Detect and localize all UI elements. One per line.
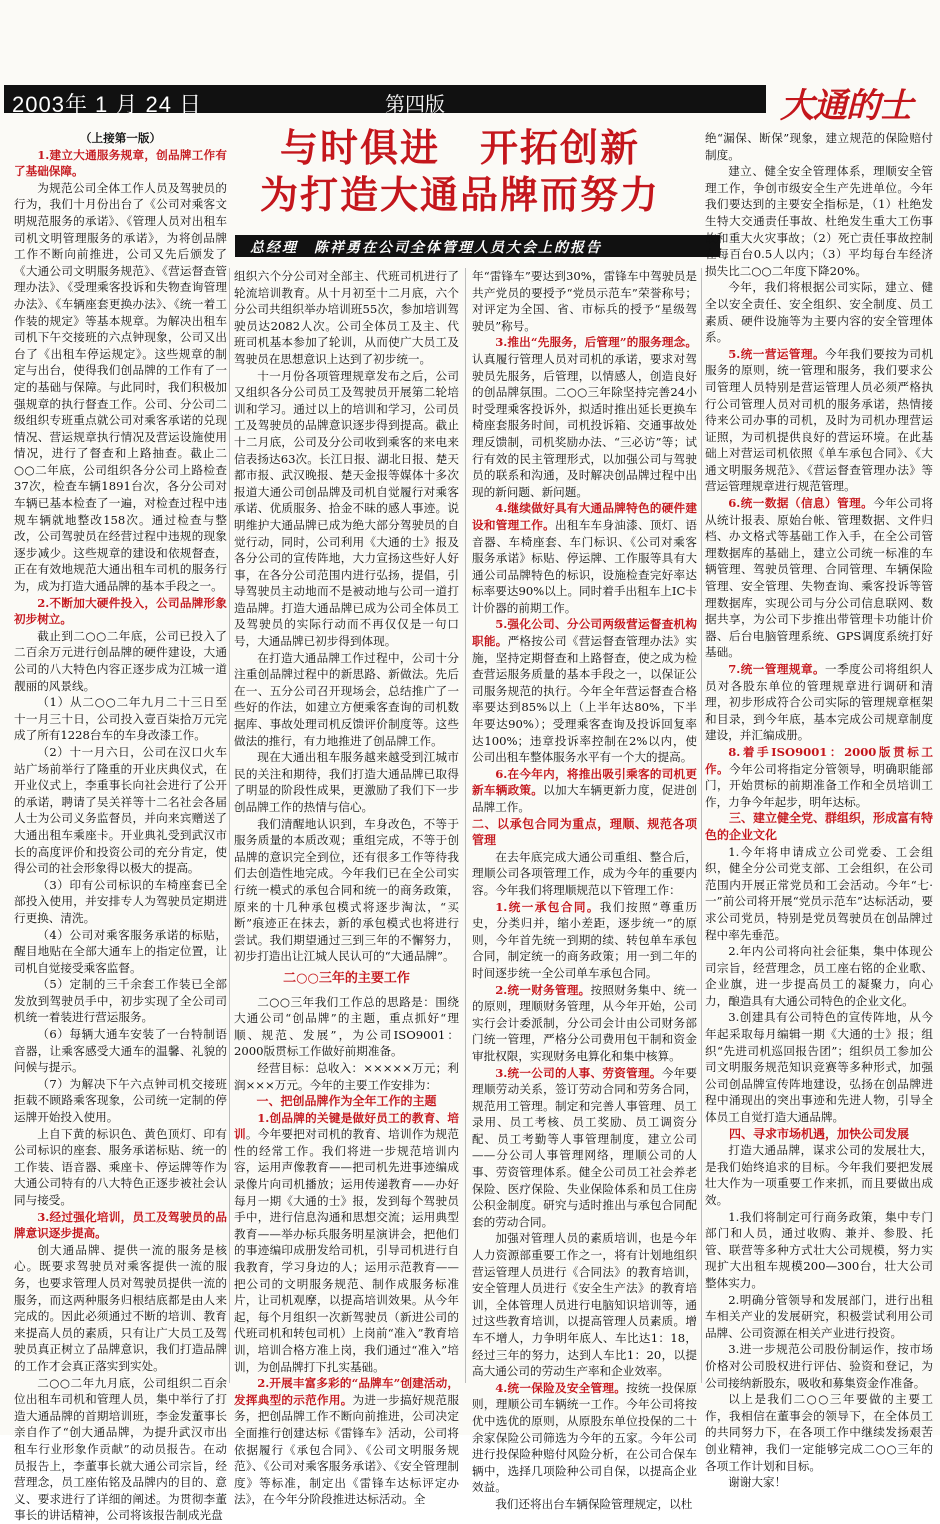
paragraph: 2.明确分管领导和发展部门，进行出租车相关产业的发展研究，积极尝试利用公司品牌、公司资源在相关产业进行投资。 [705, 1292, 933, 1340]
subsection-heading: 6.统一数据（信息）管理。 [728, 496, 874, 511]
subsection-heading: 6.在今年内，将推出吸引乘客的司机更新车辆政策。 [472, 766, 697, 798]
continuation-note: （上接第一版） [79, 131, 162, 145]
article-column-3 [472, 268, 697, 1511]
section-title: 二○○三年的主要工作 [283, 970, 410, 986]
paragraph: 组织六个分公司对全部主、代班司机进行了轮流培训教育。从十月初至十二月底，六个分公司共组织举办培训班55次，参加培训驾驶员达2082人次。公司全体员工及主、代班司机基本参加了轮训，从而使广大员工及驾驶员在思想意识上达到了初步统一。 [234, 269, 459, 366]
paragraph: 3.创建具有公司特色的宣传阵地，从今年起采取每月编辑一期《大通的士》报；组织“先进司机巡回报告团”；组织员工参加公司文明服务规范知识竞赛等多种形式，加强公司创品牌宣传阵地建设，弘扬在创品牌进程中涌现出的突出事迹和先进人物，引导全体员工自觉打造大通品牌。 [705, 1010, 933, 1125]
paragraph: 今年公司将指定分管领导，明确职能部门，开始贯标的前期准备工作和全员培训工作，力争今年起步，明年达标。 [705, 761, 933, 809]
masthead-logo: 大通的士 [780, 86, 912, 126]
paragraph: 2.年内公司将向社会征集，集中体现公司宗旨，经营理念，员工座右铭的企业歌、企业旗，进一步提高员工的凝聚力，向心力，酿造具有大通公司特色的企业文化。 [705, 944, 933, 1008]
article-column-1 [14, 130, 227, 1523]
article-column-4 [705, 130, 934, 1490]
paragraph: 为规范公司全体工作人员及驾驶员的行为，我们十月份出台了《公司对乘客文明规范服务的承诺》、《管理人员对出租车司机文明管理服务的承诺》，为将创品牌工作不断向前推进，公司又先后颁发了《大通公司文明服务规范》、《营运督查管理办法》、《受理乘客投诉和失物查询管理办法》、《车辆座套更换办法》、《统一着工作装的规定》等基本规章。为解决出租车司机下午交接班的六点钟现象，公司又出台了《出租车停运规定》。这些规章的制定与出台，使得我们创品牌的工作有了一定的基础与保障。与此同时，我们积极加强规章的执行督查工作。公司、分公司二级组织专班重点就公司对乘客承诺的兑现情况、营运规章执行情况及营运设施使用情况，进行了督查和上路抽查。截止二○○二年底，公司组织各分公司上路检查37次，检查车辆1891台次，各分公司对车辆已基本检查了一遍，对检查过程中违规车辆就地整改158次。通过检查与整改，公司驾驶员在经营过程中违规的现象逐步减少。这些规章的建设和依规督查，正在有效地规范大通出租车司机的服务行为，成为打造大通品牌的基本手段之一。 [14, 180, 227, 594]
paragraph: 年“雷锋车”要达到30%，雷锋车中驾驶员是共产党员的要授予“党员示范车”荣誉称号；对评定为全国、省、市标兵的授予“星级驾驶员”称号。 [472, 269, 697, 333]
subsection-heading: 4.统一保险及安全管理。 [495, 1380, 627, 1395]
column-divider [701, 268, 702, 1383]
issue-date: 2003年 1 月 24 日 [12, 92, 203, 117]
subsection-heading: 7.统一管理规章。 [728, 662, 826, 676]
paragraph: （5）定制的三千余套工作装已全部发放到驾驶员手中，初步实现了全公司司机统一着装进行营运服务。 [14, 977, 227, 1025]
paragraph: 我们按照“尊重历史，分类归并，缩小差距，逐步统一”的原则，今年首先统一到期的续、转包单车承包合同，制定统一的商务政策；用一到二年的时间逐步统一全公司单车承包合同。 [472, 899, 697, 980]
paragraph: 3.进一步规范公司股份制运作，按市场价格对公司股权进行评估、验资和登记，为公司接纳新股东，吸收和募集资金作准备。 [705, 1342, 933, 1390]
subsection-heading: 2.统一财务管理。 [495, 982, 591, 997]
paragraph: （6）每辆大通车安装了一台特制语音器，让乘客感受大通车的温馨、礼貌的问候与提示。 [14, 1027, 227, 1075]
paragraph: 二○○三年我们工作总的思路是：围绕大通公司“创品牌”的主题，重点抓好“理顺、规范、发展”，为公司ISO9001：2000版贯标工作做好前期准备。 [234, 994, 459, 1059]
section-heading: 一、把创品牌作为全年工作的主题 [256, 1094, 437, 1109]
headline [230, 125, 690, 219]
subsection-heading: 1.统一承包合同。 [495, 899, 600, 914]
paragraph: 按统一投保原则，理顺公司车辆统一工作。今年公司将按优中选优的原则，从原股东单位投保的二十余家保险公司筛选为今年的五家。今年公司进行投保险种赔付风险分析，在公司合保车辆中，选择几项险种公司自保，以提高企业效益。 [472, 1380, 697, 1495]
paragraph: 。今年要把对司机的教育、培训作为规范性的经常工作。我们将进一步规范培训内容，运用声像教育——把司机先进事迹编成录像片向司机播放；运用传递教育——办好每月一期《大通的士》报，发到每个驾驶员手中，进行信息沟通和思想交流；运用典型教育——举办标兵服务明星演讲会，把他们的事迹编印成册发给司机，引导司机进行自我教育，学习身边的人；运用示范教育——把公司的文明服务规范、制作成服务标准片，让司机观摩，以提高培训效果。从今年起，每个月组织一次新驾驶员（新进公司的代班司机和转包司机）上岗前“准入”教育培训，培训合格方准上岗，我们通过“准入”培训，为创品牌打下扎实基础。 [234, 1127, 459, 1374]
paragraph: （3）印有公司标识的车椅座套已全部投入使用，并安排专人为驾驶员定期进行更换、清洗。 [14, 877, 227, 925]
byline: 总经理 陈祥勇在公司全体管理人员大会上的报告 [250, 240, 602, 256]
paragraph: 今年我们要按为司机服务的原则，统一管理和服务，我们要求公司管理人员特别是营运管理人员必须严格执行公司管理人员对司机的服务承诺，热情接待来公司办事的司机，及时为司机办理营运证照，为司机提供良好的营运环境。在此基础上对营运司机依照《单车承包合同》、《大通文明服务规范》、《营运督查管理办法》等营运管理规章进行规范管理。 [705, 346, 933, 494]
paragraph: （2）十一月六日，公司在汉口火车站广场前举行了隆重的开业庆典仪式，在开业仪式上，李重事长向社会进行了公开的承诺，聘请了吴关祥等十二名社会各届人士为公司义务监督员，并向来宾赠送了大通出租车乘座卡。开业典礼受到武汉市长的高度评价和投资公司的充分肯定，使得公司的社会形象得以极大的提高。 [14, 744, 227, 876]
headline-line2: 为打造大通品牌而努力 [259, 173, 660, 217]
paragraph: 今年公司将从统计报表、原始台帐、管理数据、文件归档、办文格式等基础工作入手，在全公司管理数据库的基础上，建立公司统一标准的车辆管理、驾驶员管理、合同管理、车辆保险管理、安全管理、失物查询、乘客投诉等管理数据库，实现公司与分公司信息联网、数据共享，为公司下步推出带管理卡功能计价器、后台电脑管理系统、GPS调度系统打好基础。 [705, 496, 933, 660]
paragraph: 以上是我们二○○三年要做的主要工作，我相信在董事会的领导下，在全体员工的共同努力下，在各项工作中继续发扬艰苦创业精神，我们一定能够完成二○○三年的各项工作计划和目标。 [705, 1392, 933, 1473]
section-heading: 三、建立健全党、群组织，形成富有特色的企业文化 [705, 811, 934, 842]
paragraph: （7）为解决下午六点钟司机交接班拒载不顾路乘客现象，公司统一定制的停运牌开始投入使用。 [14, 1076, 227, 1125]
paragraph: 在打造大通品牌工作过程中，公司十分注重创品牌过程中的新思路、新做法。先后在一、五分公司召开现场会，总结推广了一些好的作法，如建立方便乘客查询的司机数据库、事故处理司机反馈评价制度等。这些做法的推行，有力地推进了创品牌工作。 [234, 650, 459, 748]
paragraph: 在去年底完成大通公司重组、整合后，理顺公司各项管理工作，成为今年的重要内容。今年我们将理顺规范以下管理工作： [472, 849, 697, 897]
paragraph: （4）公司对乘客服务承诺的标贴，醒目地贴在全部大通车上的指定位置，让司机自觉接受乘客监督。 [14, 927, 227, 975]
subsection-heading: 3.统一公司的人事、劳资管理。 [495, 1065, 662, 1080]
paragraph: 十一月份各项管理规章发布之后，公司又组织各分公司员工及驾驶员开展第二轮培训和学习。通过以上的培训和学习，公司员工及驾驶员的品牌意识逐步得到提高。截止十二月底，公司及分公司收到乘客的来电来信表扬达63次。长江日报、湖北日报、楚天都市报、武汉晚报、楚天金报等媒体十多次报道大通公司创品牌及司机自觉履行对乘客承诺、优质服务、拾金不昧的感人事迹。说明维护大通品牌已成为绝大部分驾驶员的自觉行动，同时，公司利用《大通的士》报及各分公司的宣传阵地，大力宣扬这些好人好事，在各分公司范围内进行弘扬，提倡，引导驾驶员主动地而不是被动地与公司一道打造品牌。打造大通品牌已成为公司全体员工及驾驶员的实际行动而不再仅仅是一句口号，大通品牌已初步得到体现。 [234, 368, 459, 649]
paragraph: 现在大通出租车服务越来越受到江城市民的关注和期待，我们打造大通品牌已取得了明显的阶段性成果，更激励了我们下一步创品牌工作的热情与信心。 [234, 750, 459, 814]
subsection-heading: 5.统一营运管理。 [728, 346, 826, 361]
section-heading: 四、寻求市场机遇，加快公司发展 [728, 1126, 909, 1141]
subsection-heading: 8.着手ISO9001：2000版贯标工作。 [705, 744, 933, 776]
subsection-heading: 1.创品牌的关键是做好员工的教育、培训 [234, 1110, 459, 1142]
paragraph: 今年要理顺劳动关系，签订劳动合同和劳务合同，规范用工管理。制定和完善人事管理、员工录用、员工考核、员工奖励、员工调资分配、员工考勤等人事管理制度，建立公司——分公司人事管理网络，理顺公司的人事、劳资管理体系。健全公司员工社会养老保险、医疗保险、失业保险体系和员工住房公积金制度。研究与适时推出与承包合同配套的劳动合同。 [472, 1065, 697, 1229]
paragraph: 严格按公司《营运督查管理办法》实施，坚持定期督查和上路督查，使之成为检查营运服务质量的基本手段之一，以保证公司服务规范的执行。今年全年营运督查合格率要达到85%以上（上半年达80%，下半年要达90%）；受理乘客查询及投诉回复率达100%；违章投诉率控制在2%以内，使公司出租车整体服务水平有一个大的提高。 [472, 634, 697, 765]
paragraph: 我们清醒地认识到，车身改色，不等于服务质量的本质改观；重组完成，不等于创品牌的意识完全到位，还有很多工作等待我们去创造性地完成。今年我们已在全公司实行统一模式的承包合同和统一的商务政策，原来的十几种承包模式将逐步淘汰，“买断”痕迹正在抹去，新的承包模式也将进行尝试。我们期望通过三到三年的不懈努力，初步打造出让江城人民认可的“大通品牌”。 [234, 816, 459, 964]
paragraph: 以加大车辆更新力度，促进创品牌工作。 [472, 783, 697, 814]
subsection-heading: 4.继续做好具有大通品牌特色的硬件建设和管理工作。 [472, 501, 697, 532]
paragraph: 上自下黄的标识色、黄色顶灯、印有公司标识的座套、服务承诺标贴、统一的工作装、语音器、乘座卡、停运牌等作为大通公司特有的八大特色正逐步被社会认同与接受。 [14, 1126, 227, 1207]
paragraph: 绝“漏保、断保”现象，建立规范的保险赔付制度。 [705, 131, 933, 162]
paragraph: 1.今年将申请成立公司党委、工会组织，健全分公司党支部、工会组织，在公司范围内开展正常党员和工会活动。今年“七·一”前公司将开展“党员示范车”达标活动，要求公司党员，特别是党员驾驶员在创品牌过程中率先垂范。 [705, 844, 933, 942]
paragraph: 出租车车身油漆、顶灯、语音器、车椅座套、车门标识、《公司对乘客服务承诺》标贴、停运牌、工作服等具有大通公司品牌特色的标识，设施检查完好率达标率要达90%以上。同时着手出租车上IC卡计价器的前期工作。 [472, 517, 697, 615]
paragraph: 按照财务集中、统一的原则，理顺财务管理，从今年开始，公司实行会计委派制，分公司会计由公司财务部门统一管理，严格分公司费用包干制和资金审批权限，实现财务电算化和集中核算。 [472, 982, 697, 1063]
paragraph: 截止到二○○二年底，公司已投入了二百余万元进行创品牌的硬件建设，大通公司的八大特色内容正逐步成为江城一道靓丽的风景线。 [14, 628, 227, 693]
paragraph: 二○○二年九月底，公司组织二百余位出租车司机和管理人员，集中举行了打造大通品牌的首期培训班，李金发董事长亲自作了“创大通品牌，为提升武汉市出租车行业形象作贡献”的动员报告。在动员报告上，李董事长就大通公司宗旨，经营理念，员工座佑铭及品牌内的目的、意义、要求进行了详细的阐述。为贯彻李董事长的讲话精神，公司将该报告制成光盘 [14, 1375, 227, 1523]
paragraph: 认真履行管理人员对司机的承诺，要求对驾驶员先服务，后管理，以情感人，创造良好的创品牌氛围。二○○三年除坚持完善24小时受理乘客投诉外，拟适时推出延长更换车椅座套服务时间，司机投诉箱、交通事故处理反馈制，司机奖励办法、“三必访”等；试行有效的民主管理形式，以加强公司与驾驶员的联系和沟通，及时解决创品牌过程中出现的新问题、新问题。 [472, 351, 697, 499]
paragraph: 加强对管理人员的素质培训，也是今年人力资源部重要工作之一，将有计划地组织营运管理人员进行《合同法》的教育培训，安全管理人员进行《安全生产法》的教育培训，全体管理人员进行电脑知识培训等，通过这些教育培训，以提高管理人员素质。增车不增人，力争明年底人、车比达1：18，经过三年的努力，达到人车比1：20，以提高大通公司的劳动生产率和企业效率。 [472, 1231, 697, 1379]
paragraph: 今年，我们将根据公司实际，建立、健全以安全责任、安全组织、安全制度、员工素质、硬件设施等为主要内容的安全管理体系。 [705, 280, 933, 345]
article-column-2 [234, 268, 459, 1507]
headline-line1: 与时俱进 开拓创新 [279, 126, 640, 170]
paragraph: 为进一步搞好规范服务，把创品牌工作不断向前推进，公司决定全面推行创建达标《雷锋车》活动，公司将依据履行《承包合同》、《公司文明服务规范》、《公司对乘客服务承诺》、《安全管理制度》等标准，制定出《雷锋车达标评定办法》，在今年分阶段推进达标活动。全 [234, 1392, 459, 1507]
paragraph: 经营目标：总收入：×××××万元；利润×××万元。今年的主要工作安排为： [234, 1060, 459, 1092]
section-heading: 3.经过强化培训，员工及驾驶员的品牌意识逐步提高。 [14, 1209, 227, 1241]
closing-remark: 谢谢大家！ [728, 1475, 787, 1490]
paragraph: 1.我们将制定可行商务政策，集中专门部门和人员，通过收购、兼并、参股、托管、联营等多种方式壮大公司规模，努力实现扩大出租车规模200—300台，壮大公司整体实力。 [705, 1209, 933, 1290]
paragraph: （1）从二○○二年九月二十三日至十一月三十日，公司投入壹百柒拾万元完成了所有1228台车的车身改漆工作。 [14, 695, 227, 743]
paragraph: 打造大通品牌，谋求公司的发展壮大，是我们始终追求的目标。今年我们要把发展壮大作为一项重要工作来抓，而且要做出成效。 [705, 1143, 933, 1207]
column-divider [229, 268, 230, 1383]
paragraph: 建立、健全安全管理体系，理顺安全管理工作，争创市级安全生产先进单位。今年我们要达到的主要安全指标是，（1）杜绝发生特大交通责任事故、杜绝发生重大工伤事故和重大火灾事故；（2）死亡责任事故控制在每百台0.5人以内；（3）平均每台车经济损失比二○○二年度下降20%。 [705, 164, 933, 278]
section-heading: 1.建立大通服务规章，创品牌工作有了基础保障。 [14, 147, 227, 179]
paragraph: 创大通品牌、提供一流的服务是核心。既要求驾驶员对乘客提供一流的服务，也要求管理人员对驾驶员提供一流的服务，而这两种服务归根结底都是由人来完成的。因此必须通过不断的培训、教育来提高人员的素质，只有让广大员工及驾驶员真正树立了品牌意识，我们打造品牌的工作才会真正落实到实处。 [14, 1242, 227, 1373]
subsection-heading: 3.推出“先服务，后管理”的服务理念。 [495, 335, 697, 350]
section-heading: 二、以承包合同为重点，理顺、规范各项管理 [472, 816, 697, 848]
section-heading: 2.不断加大硬件投入，公司品牌形象初步树立。 [14, 595, 227, 627]
subsection-heading: 2.开展丰富多彩的“品牌车”创建活动，发挥典型的示范作用。 [234, 1376, 459, 1407]
page-number: 第四版 [385, 94, 445, 116]
subsection-heading: 5.强化公司、分公司两级营运督查机构职能。 [472, 617, 697, 649]
paragraph: 我们还将出台车辆保险管理规定，以杜 [495, 1496, 693, 1511]
column-divider [465, 268, 466, 1383]
paragraph: 一季度公司将组织人员对各股东单位的管理规章进行调研和清理，初步形成符合公司实际的管理规章框架和目录，到今年底，基本完成公司规章制度建设，并汇编成册。 [705, 662, 933, 743]
